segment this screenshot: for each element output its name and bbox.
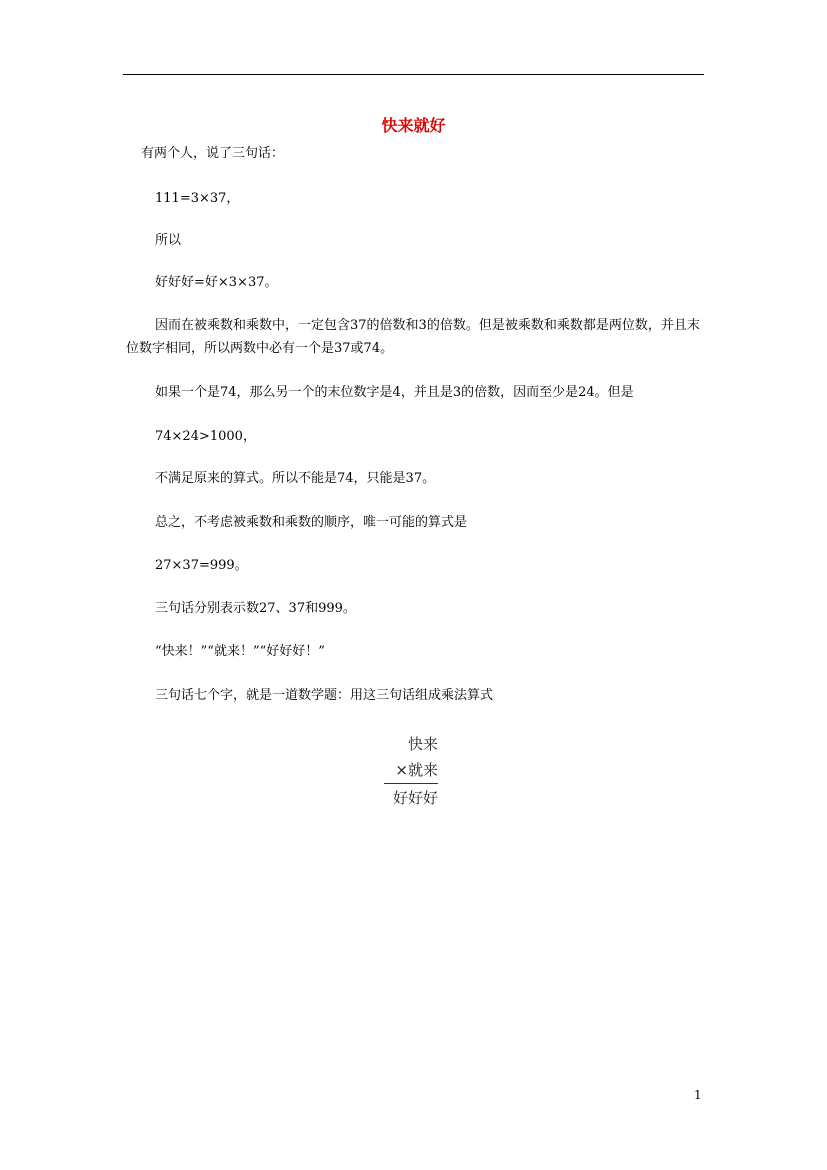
paragraph-1: 有两个人，说了三句话：	[141, 146, 285, 161]
paragraph-4: 好好好=好×3×37。	[155, 275, 278, 290]
multiplicand: 快来	[407, 735, 438, 753]
paragraph-12: “快来！”“就来！”“好好好！”	[155, 644, 325, 659]
paragraph-3: 所以	[155, 233, 182, 248]
result-line	[384, 783, 438, 784]
page-number: 1	[694, 1088, 702, 1102]
header-rule	[123, 74, 704, 75]
multiplier: ×就来	[395, 761, 438, 779]
paragraph-11: 三句话分别表示数27、37和999。	[155, 601, 356, 616]
paragraph-10: 27×37=999。	[155, 558, 248, 573]
paragraph-2: 111=3×37，	[155, 191, 240, 206]
paragraph-6: 如果一个是74，那么另一个的末位数字是4，并且是3的倍数，因而至少是24。但是	[155, 385, 634, 400]
paragraph-9: 总之，不考虑被乘数和乘数的顺序，唯一可能的算式是	[155, 515, 468, 530]
page-title: 快来就好	[381, 116, 446, 135]
product: 好好好	[392, 789, 438, 807]
paragraph-13: 三句话七个字，就是一道数学题：用这三句话组成乘法算式	[155, 688, 494, 703]
multiplication-diagram	[384, 731, 438, 811]
paragraph-5: 因而在被乘数和乘数中，一定包含37的倍数和3的倍数。但是被乘数和乘数都是两位数，并且末位数字相同，所以两数中必有一个是37或74。	[126, 318, 700, 356]
paragraph-8: 不满足原来的算式。所以不能是74，只能是37。	[155, 471, 436, 486]
paragraph-7: 74×24>1000，	[155, 429, 256, 444]
